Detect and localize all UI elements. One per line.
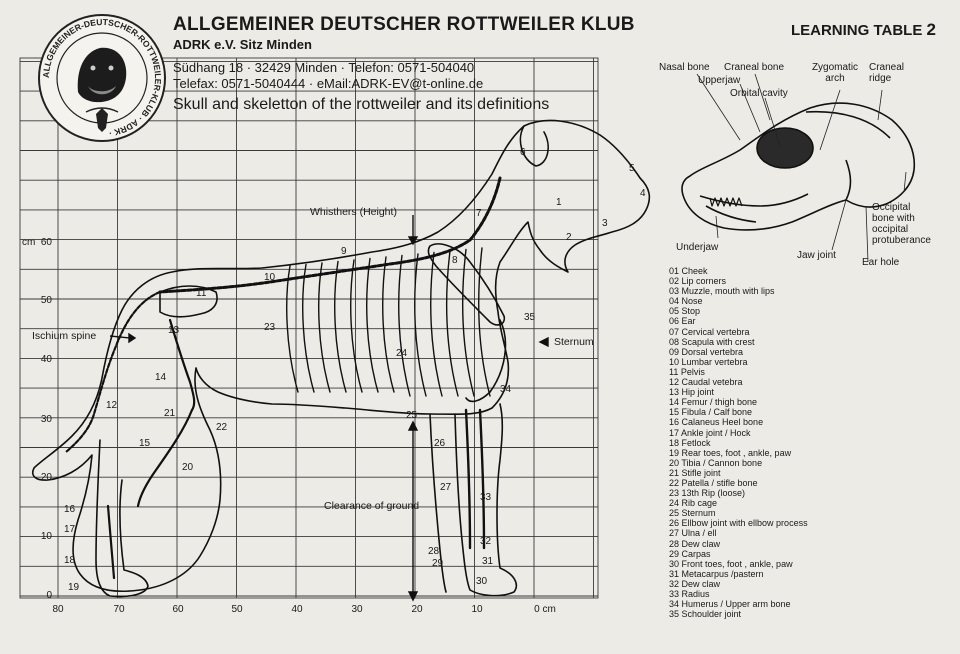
x-axis-tick-label: 60: [172, 604, 184, 615]
legend-item: 11 Pelvis: [669, 366, 705, 377]
bone-number-15: 15: [139, 438, 151, 449]
legend-item: 29 Carpas: [669, 548, 711, 559]
bone-number-1: 1: [556, 197, 562, 208]
sternum-label: Sternum: [554, 336, 594, 348]
legend-item: 08 Scapula with crest: [669, 336, 755, 347]
skull-label-craneal-ridge: Craneal ridge: [869, 62, 905, 84]
rib: [399, 256, 410, 397]
bone-number-12: 12: [106, 400, 118, 411]
bone-number-28: 28: [428, 546, 440, 557]
legend-item: 14 Femur / thigh bone: [669, 397, 758, 408]
legend-item: 30 Front toes, foot , ankle, paw: [669, 558, 793, 569]
bone-number-35: 35: [524, 312, 536, 323]
legend-item: 22 Patella / stifle bone: [669, 477, 758, 488]
legend-item: 25 Sternum: [669, 508, 716, 519]
rib: [415, 254, 426, 396]
legend-item: 19 Rear toes, foot , ankle, paw: [669, 447, 792, 458]
legend-item: 18 Fetlock: [669, 437, 711, 448]
skull-label-jaw-joint: Jaw joint: [797, 250, 836, 261]
adrk-logo: [39, 15, 165, 141]
y-axis-tick-label: 60: [40, 237, 52, 248]
y-axis-tick-label: 30: [40, 414, 52, 425]
rib: [463, 250, 474, 397]
x-axis-tick-label: 50: [231, 604, 243, 615]
y-axis-tick-label: 50: [40, 295, 52, 306]
learning-table-text: LEARNING TABLE: [790, 22, 923, 39]
legend-item: 17 Ankle joint / Hock: [669, 427, 751, 438]
legend-item: 03 Muzzle, mouth with lips: [669, 286, 775, 297]
bone-number-7: 7: [476, 208, 482, 219]
learning-table-label: [791, 20, 936, 40]
bone-number-8: 8: [452, 255, 458, 266]
legend-item: 32 Dew claw: [669, 578, 721, 589]
y-axis-tick-label: 0: [46, 590, 52, 601]
rib: [351, 260, 362, 392]
skull-label-zygomatic-arch: Zygomatic arch: [811, 62, 859, 84]
svg-text:ALLGEMEINER-DEUTSCHER-ROTTWEIL: ALLGEMEINER-DEUTSCHER-ROTTWEILER-KLUB · ADRK ·: [40, 16, 164, 139]
legend-item: 06 Ear: [669, 316, 696, 327]
skull-label-upperjaw: Upperjaw: [698, 75, 741, 86]
x-axis-tick-label: 10: [471, 604, 483, 615]
bone-number-34: 34: [500, 384, 512, 395]
bone-number-16: 16: [64, 504, 76, 515]
legend-item: 07 Cervical vertebra: [669, 326, 750, 337]
bone-number-13: 13: [168, 325, 180, 336]
bone-number-30: 30: [476, 576, 488, 587]
y-axis-tick-label: 20: [40, 472, 52, 483]
legend-item: 24 Rib cage: [669, 498, 718, 509]
legend-item: 31 Metacarpus /pastern: [669, 568, 764, 579]
bone-number-32: 32: [480, 536, 492, 547]
legend-item: 09 Dorsal vertebra: [669, 346, 744, 357]
legend-item: 20 Tibia / Cannon bone: [669, 457, 763, 468]
legend-item: 34 Humerus / Upper arm bone: [669, 599, 791, 610]
ischium-spine-label: Ischium spine: [32, 330, 97, 342]
y-axis-tick-label: 40: [40, 354, 52, 365]
legend-item: 05 Stop: [669, 306, 701, 317]
legend-item: 01 Cheek: [669, 266, 708, 276]
rib: [319, 263, 330, 392]
bone-number-19: 19: [68, 582, 80, 593]
fax-line: Telefax: 0571-5040444 · eMail:ADRK-EV@t-online.de: [173, 76, 484, 91]
bone-number-25: 25: [406, 410, 418, 421]
rib: [431, 253, 442, 397]
learning-table-number: 2: [926, 20, 936, 39]
legend-item: 02 Lip corners: [669, 276, 727, 287]
y-axis-tick-label: 10: [40, 531, 52, 542]
y-axis-unit: cm: [22, 237, 36, 248]
bone-number-24: 24: [396, 348, 408, 359]
club-subtitle: ADRK e.V. Sitz Minden: [173, 37, 312, 52]
rib: [335, 262, 346, 393]
skull-label-occipital-bone: Occipital bone with occipital protuberance: [872, 202, 931, 246]
skull-label-craneal-bone: Craneal bone: [724, 62, 785, 73]
bone-number-29: 29: [432, 558, 444, 569]
bone-number-4: 4: [640, 188, 646, 199]
legend-item: 16 Calaneus Heel bone: [669, 417, 764, 428]
x-axis-tick-label: 20: [411, 604, 423, 615]
legend-item: 27 Ulna / ell: [669, 528, 717, 539]
bone-number-10: 10: [264, 272, 276, 283]
bone-number-26: 26: [434, 438, 446, 449]
legend-item: 23 13th Rip (loose): [669, 488, 746, 499]
x-axis-tick-label: 70: [113, 604, 125, 615]
legend-item: 21 Stifle joint: [669, 467, 721, 478]
rib: [367, 259, 378, 393]
bone-number-11: 11: [196, 288, 207, 299]
legend-item: 26 Ellbow joint with ellbow process: [669, 518, 808, 529]
bone-number-9: 9: [341, 246, 347, 257]
bone-number-23: 23: [264, 322, 276, 333]
rib: [447, 251, 458, 396]
legend-item: 33 Radius: [669, 589, 710, 599]
x-axis-tick-label: 0 cm: [534, 604, 556, 615]
withers-height-label: Whisthers (Height): [310, 206, 397, 218]
bone-number-5: 5: [629, 163, 635, 174]
bone-number-20: 20: [182, 462, 194, 473]
bone-number-33: 33: [480, 492, 492, 503]
legend-item: 12 Caudal vetebra: [669, 377, 743, 388]
x-axis-tick-label: 30: [351, 604, 363, 615]
bone-number-31: 31: [482, 556, 494, 567]
bone-number-17: 17: [64, 524, 76, 535]
skull-label-nasal-bone: Nasal bone: [659, 62, 710, 73]
bone-number-27: 27: [440, 482, 452, 493]
club-title: ALLGEMEINER DEUTSCHER ROTTWEILER KLUB: [173, 14, 635, 35]
bone-number-21: 21: [164, 408, 176, 419]
legend-item: 35 Schoulder joint: [669, 609, 742, 620]
definitions-legend: [669, 266, 808, 619]
bone-number-3: 3: [602, 218, 608, 229]
contact-block: [173, 60, 483, 92]
skull-label-orbital-cavity: Orbital cavity: [730, 88, 788, 99]
rib: [479, 248, 490, 396]
legend-item: 13 Hip joint: [669, 387, 715, 398]
legend-item: 15 Fibula / Calf bone: [669, 407, 753, 418]
bone-number-2: 2: [566, 232, 572, 243]
skull-label-ear-hole: Ear hole: [862, 257, 900, 268]
x-axis-tick-label: 80: [52, 604, 64, 615]
address-line: Südhang 18 · 32429 Minden · Telefon: 0571-504040: [173, 60, 475, 75]
skull-label-underjaw: Underjaw: [676, 242, 719, 253]
clearance-label: Clearance of ground: [324, 500, 420, 512]
diagram-subtitle: Skull and skeletton of the rottweiler and its definitions: [173, 96, 550, 113]
legend-item: 28 Dew claw: [669, 538, 721, 549]
legend-item: 10 Lumbar vertebra: [669, 356, 748, 367]
bone-number-6: 6: [520, 147, 526, 158]
bone-number-14: 14: [155, 372, 167, 383]
bone-number-18: 18: [64, 555, 76, 566]
rib: [383, 257, 394, 392]
legend-item: 04 Nose: [669, 296, 703, 307]
x-axis-tick-label: 40: [291, 604, 303, 615]
bone-number-22: 22: [216, 422, 228, 433]
